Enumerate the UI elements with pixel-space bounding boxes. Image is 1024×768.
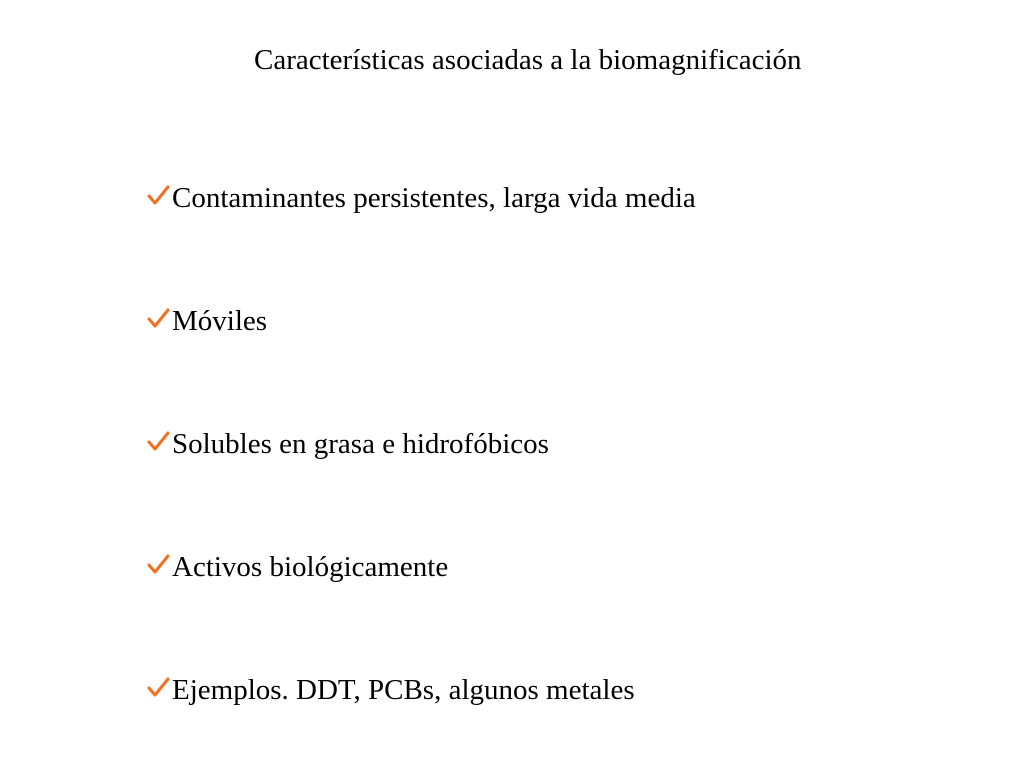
bullet-list	[146, 176, 696, 768]
bullet-item	[146, 176, 696, 299]
bullet-item	[146, 668, 696, 768]
bullet-item	[146, 545, 696, 668]
checkmark-icon	[146, 176, 172, 216]
checkmark-icon	[146, 299, 172, 339]
bullet-text: Contaminantes persistentes, larga vida media	[172, 182, 696, 214]
bullet-text: Móviles	[172, 305, 268, 337]
checkmark-icon	[146, 545, 172, 585]
bullet-item	[146, 299, 696, 422]
bullet-item	[146, 422, 696, 545]
bullet-text: Activos biológicamente	[172, 551, 449, 583]
checkmark-icon	[146, 422, 172, 462]
checkmark-icon	[146, 668, 172, 708]
bullet-text: Ejemplos. DDT, PCBs, algunos metales	[172, 674, 635, 706]
slide-title: Características asociadas a la biomagnificación	[254, 44, 802, 76]
bullet-text: Solubles en grasa e hidrofóbicos	[172, 428, 549, 460]
